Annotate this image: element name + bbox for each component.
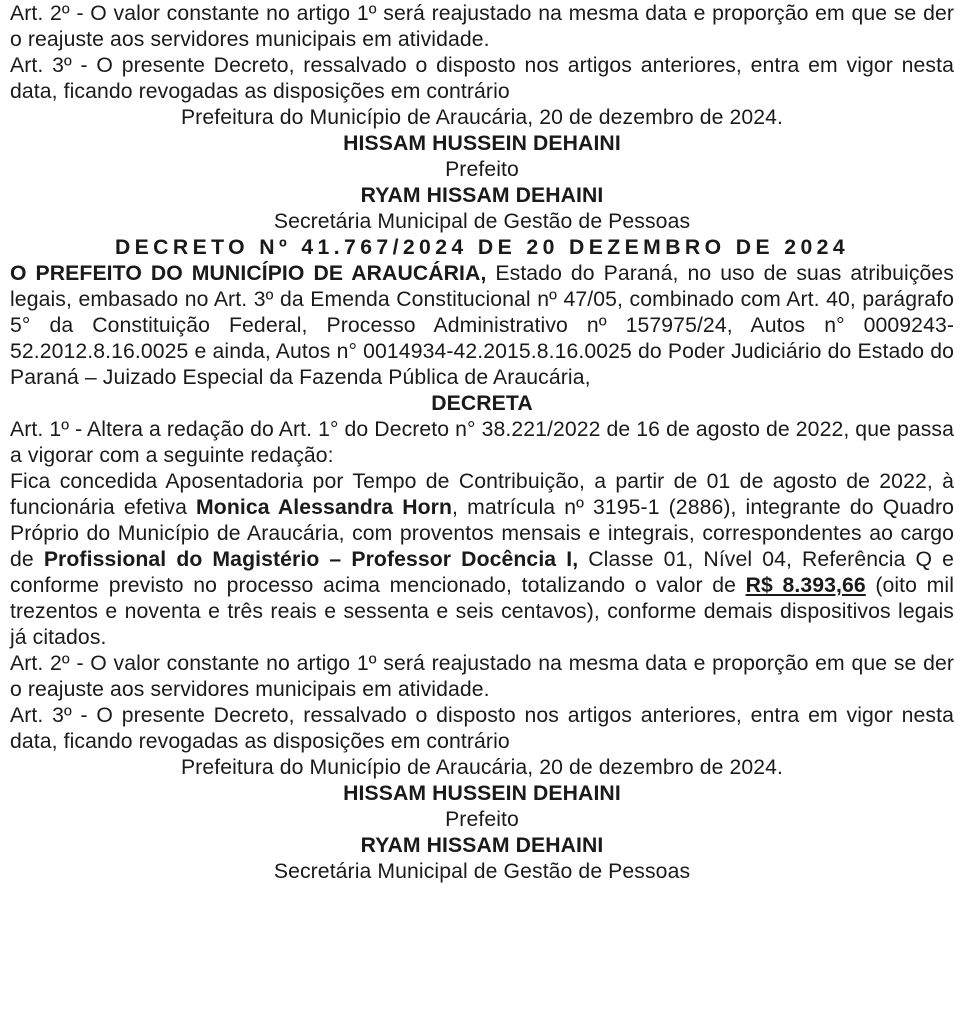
preamble-text: Estado do Paraná, no uso de suas atribuições legais, embasado no Art. 3º da Emenda Constitucional nº 47/05, combinado com Art. 40, parágrafo 5° da Constituição Federal, Processo Administrativo nº 157975/24, Autos n° 0009243-52.2012.8.16.0025 e ainda, Autos n° 0014934-42.2015.8.16.0025 do Poder Judiciário do Estado do Paraná – Juizado Especial da Fazenda Pública de Araucária, xyxy=(10,262,954,389)
secretary-name: RYAM HISSAM DEHAINI xyxy=(360,184,604,207)
employee-position: Profissional do Magistério – Professor Docência I, xyxy=(43,548,579,571)
document-page xyxy=(10,1,955,883)
secretary-title: Secretária Municipal de Gestão de Pessoas xyxy=(273,210,691,233)
grant-text-3: Classe 01, Nível 04, Referência Q e conforme previsto no processo acima mencionado, totalizando o valor de xyxy=(10,548,954,597)
cropped-line xyxy=(10,859,954,883)
mayor-name: HISSAM HUSSEIN DEHAINI xyxy=(343,132,621,155)
decree-article-2: Art. 2º - O valor constante no artigo 1º será reajustado na mesma data e proporção em que se der o reajuste aos servidores municipais em atividade. xyxy=(10,652,954,701)
grant-text-4: (oito mil trezentos e noventa e três reais e sessenta e seis centavos), conforme demais dispositivos legais já citados. xyxy=(10,574,955,649)
decree-mayor-name: HISSAM HUSSEIN DEHAINI xyxy=(343,782,621,805)
benefit-amount: R$ 8.393,66 xyxy=(745,574,866,597)
grant-text-1: Fica concedida Aposentadoria por Tempo de Contribuição, a partir de 01 de agosto de 2022, à funcionária efetiva xyxy=(10,470,954,519)
decree-mayor-title: Prefeito xyxy=(445,808,519,831)
decree-article-1: Art. 1º - Altera a redação do Art. 1° do Decreto n° 38.221/2022 de 16 de agosto de 2022, que passa a vigorar com a seguinte redação: xyxy=(10,418,954,467)
decreta-heading: DECRETA xyxy=(431,392,533,415)
decree-place-date: Prefeitura do Município de Araucária, 20 de dezembro de 2024. xyxy=(180,756,784,779)
preamble-authority: O PREFEITO DO MUNICÍPIO DE ARAUCÁRIA, xyxy=(10,262,487,285)
employee-name: Monica Alessandra Horn xyxy=(196,496,453,519)
mayor-title: Prefeito xyxy=(445,158,519,181)
grant-text-2: , matrícula nº 3195-1 (2886), integrante do Quadro Próprio do Município de Araucária, com proventos mensais e integrais, correspondentes ao cargo de xyxy=(10,496,954,571)
decree-title: DECRETO Nº 41.767/2024 DE 20 DEZEMBRO DE 2024 xyxy=(114,236,850,259)
decree-secretary-name: RYAM HISSAM DEHAINI xyxy=(360,834,604,857)
retirement-grant-paragraph xyxy=(10,469,954,651)
decree-article-3: Art. 3º - O presente Decreto, ressalvado o disposto nos artigos anteriores, entra em vigor nesta data, ficando revogadas as disposições em contrário xyxy=(10,704,954,753)
decree-preamble xyxy=(10,261,954,391)
place-date: Prefeitura do Município de Araucária, 20 de dezembro de 2024. xyxy=(180,106,784,129)
article-3: Art. 3º - O presente Decreto, ressalvado o disposto nos artigos anteriores, entra em vigor nesta data, ficando revogadas as disposições em contrário xyxy=(10,54,954,103)
decree-secretary-title: Secretária Municipal de Gestão de Pessoas xyxy=(273,860,691,883)
article-2: Art. 2º - O valor constante no artigo 1º será reajustado na mesma data e proporção em que se der o reajuste aos servidores municipais em atividade. xyxy=(10,2,954,51)
